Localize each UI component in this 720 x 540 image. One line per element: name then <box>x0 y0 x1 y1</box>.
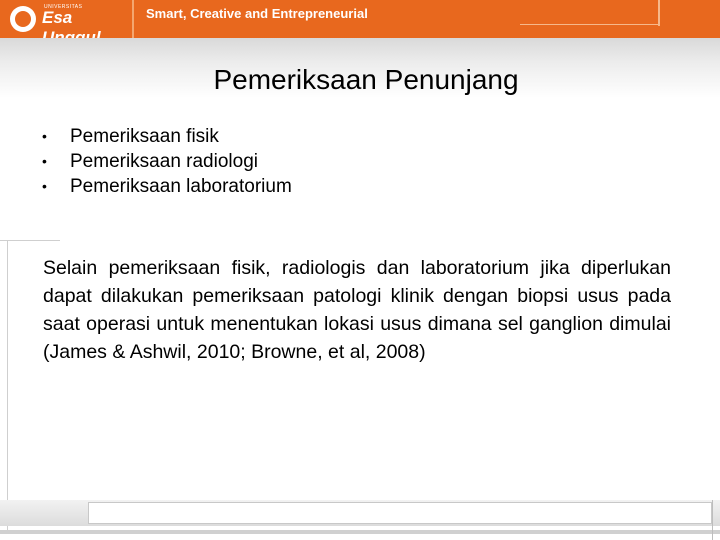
header-vertical-divider <box>658 0 660 26</box>
decorative-line <box>7 240 8 530</box>
bullet-list <box>42 124 292 199</box>
slide-title: Pemeriksaan Penunjang <box>213 64 519 95</box>
list-item <box>42 149 292 174</box>
bullet-text: Pemeriksaan fisik <box>70 126 219 147</box>
list-item <box>42 124 292 149</box>
decorative-line <box>0 240 60 241</box>
list-item <box>42 174 292 199</box>
logo-text: Esa <box>42 8 73 27</box>
header-divider <box>520 24 660 25</box>
footer-box <box>88 502 712 524</box>
university-logo <box>0 0 134 38</box>
footer-line <box>0 530 720 534</box>
bullet-icon: • <box>42 178 47 194</box>
bullet-icon: • <box>42 128 47 144</box>
logo-emblem-icon <box>10 6 36 32</box>
logo-subtext: UNIVERSITAS <box>44 4 83 10</box>
bullet-text: Pemeriksaan laboratorium <box>70 176 292 197</box>
tagline: Smart, Creative and Entrepreneurial <box>146 6 368 21</box>
decorative-line <box>712 500 713 540</box>
bullet-icon: • <box>42 153 47 169</box>
body-paragraph: Selain pemeriksaan fisik, radiologis dan laboratorium jika diperlukan dapat dilakukan pemeriksaan patologi klinik dengan biopsi usus pada saat operasi untuk menentukan lokasi usus dimana sel ganglion dimulai (James & Ashwil, 2010; Browne, et al, 2008) <box>43 257 671 363</box>
bullet-text: Pemeriksaan radiologi <box>70 151 258 172</box>
